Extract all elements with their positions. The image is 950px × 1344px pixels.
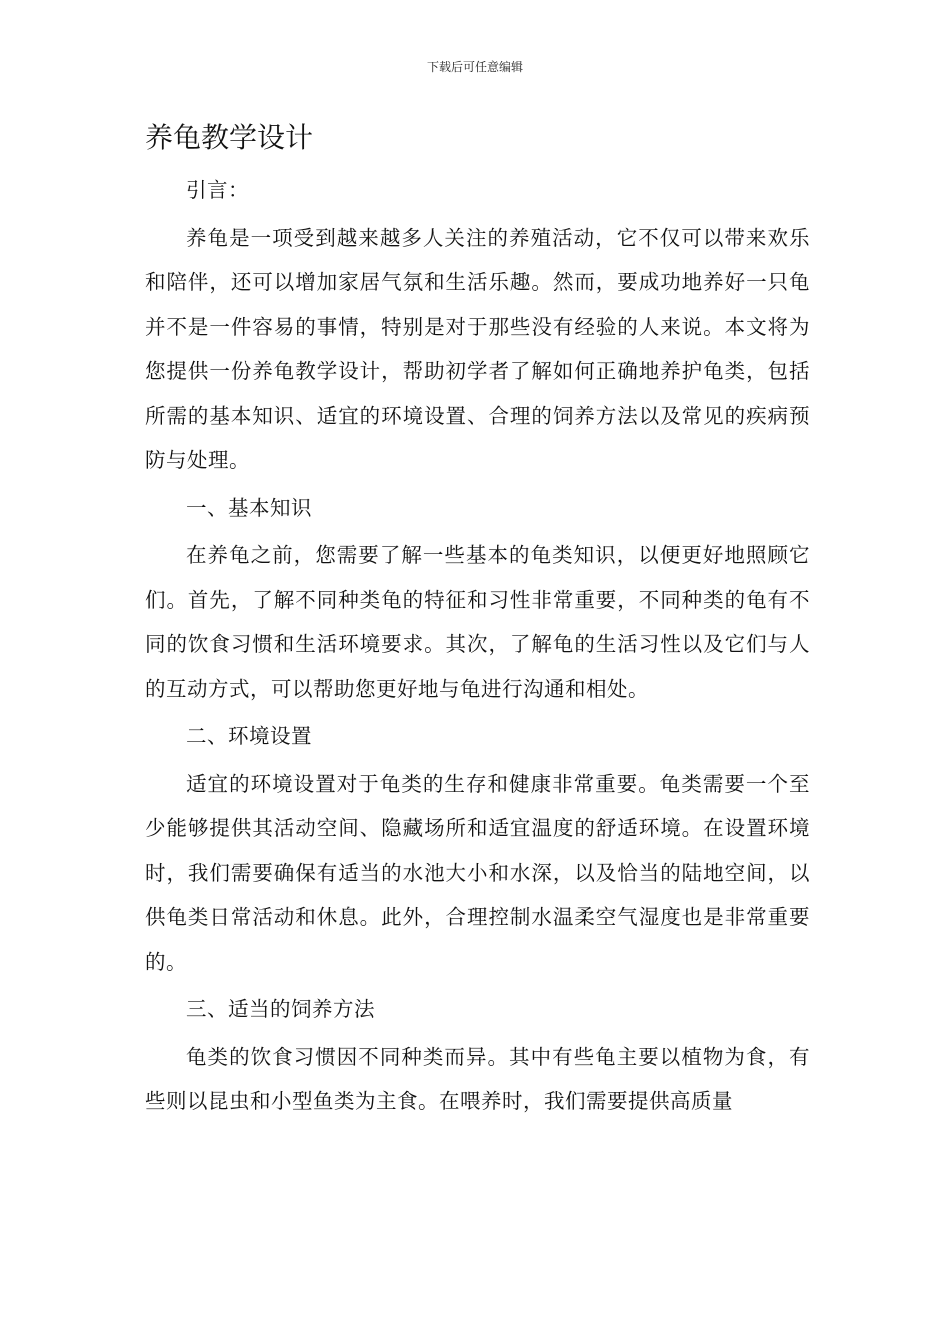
section-paragraph-basic-knowledge: 在养龟之前，您需要了解一些基本的龟类知识，以便更好地照顾它们。首先，了解不同种类龟的特征和习性非常重要，不同种类的龟有不同的饮食习惯和生活环境要求。其次，了解龟的生活习性以及它们与人的互动方式，可以帮助您更好地与龟进行沟通和相处。	[145, 543, 810, 701]
section-heading-feeding: 三、适当的饲养方法	[186, 997, 375, 1021]
document-body	[145, 168, 810, 1124]
document-title: 养龟教学设计	[145, 121, 314, 154]
section-heading-environment: 二、环境设置	[186, 724, 312, 748]
intro-label: 引言：	[186, 178, 249, 202]
section-heading-basic-knowledge: 一、基本知识	[186, 495, 312, 520]
page-header-note: 下载后可任意编辑	[426, 60, 523, 74]
section-paragraph-environment: 适宜的环境设置对于龟类的生存和健康非常重要。龟类需要一个至少能够提供其活动空间、隐藏场所和适宜温度的舒适环境。在设置环境时，我们需要确保有适当的水池大小和水深，以及恰当的陆地空间，以供龟类日常活动和休息。此外，合理控制水温柔空气湿度也是非常重要的。	[145, 771, 810, 974]
section-paragraph-feeding: 龟类的饮食习惯因不同种类而异。其中有些龟主要以植物为食，有些则以昆虫和小型鱼类为主食。在喂养时，我们需要提供高质量	[145, 1044, 810, 1113]
intro-paragraph: 养龟是一项受到越来越多人关注的养殖活动，它不仅可以带来欢乐和陪伴，还可以增加家居气氛和生活乐趣。然而，要成功地养好一只龟并不是一件容易的事情，特别是对于那些没有经验的人来说。本文将为您提供一份养龟教学设计，帮助初学者了解如何正确地养护龟类，包括所需的基本知识、适宜的环境设置、合理的饲养方法以及常见的疾病预防与处理。	[145, 225, 810, 472]
